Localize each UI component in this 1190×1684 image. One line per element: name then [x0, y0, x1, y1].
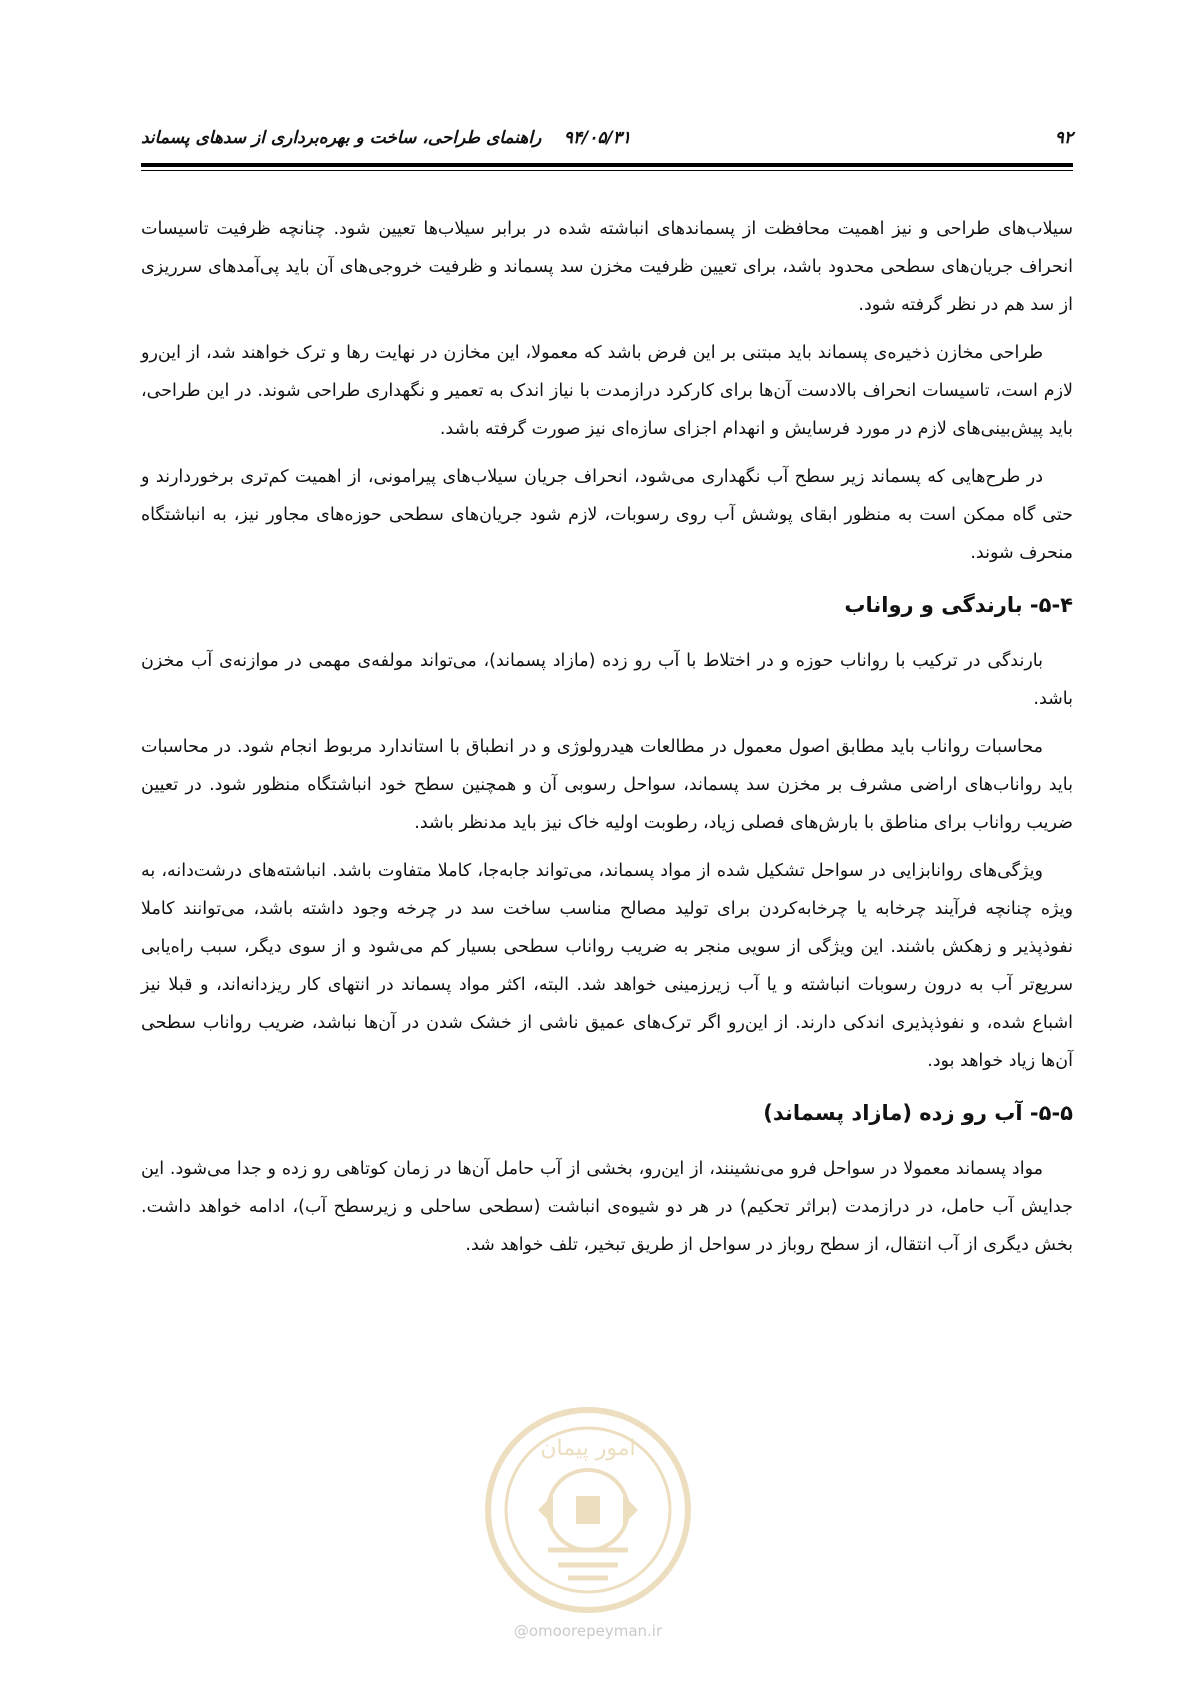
watermark-seal: [478, 1400, 698, 1650]
section-heading-supernatant: ۵-۵- آب رو زده (مازاد پسماند): [763, 1101, 1073, 1125]
paragraph: سیلاب‌های طراحی و نیز اهمیت محافظت از پسماندهای انباشته شده در برابر سیلاب‌ها تعیین شود. چنانچه ظرفیت تاسیسات انحراف جریان‌های سطحی محدود باشد، برای تعیین ظرفیت مخزن سد پسماند و ظرفیت خروجی‌های آن باید پی‌آمدهای سرریزی از سد هم در نظر گرفته شود.: [141, 219, 1073, 315]
paragraph: مواد پسماند معمولا در سواحل فرو می‌نشینند، از این‌رو، بخشی از آب حامل آن‌ها در زمان کوتاهی رو زده و جدا می‌شود. این جدایش آب حامل، در درازمدت (براثر تحکیم) در هر دو شیوه‌ی انباشت (سطحی ساحلی و زیرسطح آب)، ادامه خواهد داشت. بخش دیگری از آب انتقال، از سطح روباز در سواحل از طریق تبخیر، تلف خواهد شد.: [141, 1159, 1073, 1255]
paragraph: بارندگی در ترکیب با رواناب حوزه و در اختلاط با آب رو زده (مازاد پسماند)، می‌تواند مولفه‌ی مهمی در موازنه‌ی آب مخزن باشد.: [141, 651, 1073, 709]
header-date: ۹۴/۰۵/۳۱: [563, 128, 631, 148]
watermark-site: @omoorepeyman.ir: [513, 1622, 663, 1640]
page-number: ۹۲: [1054, 128, 1073, 148]
page-header: [141, 128, 1073, 154]
section-heading-rainfall: ۵-۴- بارندگی و رواناب: [844, 593, 1073, 617]
paragraph: محاسبات رواناب باید مطابق اصول معمول در مطالعات هیدرولوژی و در انطباق با استاندارد مربوط انجام شود. در محاسبات باید رواناب‌های اراضی مشرف بر مخزن سد پسماند، سواحل رسوبی آن و همچنین سطح خود انباشتگاه منظور شود. در تعیین ضریب رواناب برای مناطق با بارش‌های فصلی زیاد، رطوبت اولیه خاک نیز باید مدنظر باشد.: [141, 737, 1073, 833]
header-rule-thin: [141, 170, 1073, 171]
header-title: راهنمای طراحی، ساخت و بهره‌برداری از سدهای پسماند: [141, 128, 542, 148]
page-content: [141, 210, 1073, 1274]
seal-icon: [478, 1400, 698, 1620]
paragraph: ویژگی‌های روانابزایی در سواحل تشکیل شده از مواد پسماند، می‌تواند جابه‌جا، کاملا متفاوت باشد. انباشته‌های درشت‌دانه، به ویژه چنانچه فرآیند چرخابه یا چرخابه‌کردن برای تولید مصالح مناسب ساخت سد در چرخه وجود داشته باشد، می‌توانند کاملا نفوذپذیر و زهکش باشند. این ویژگی از سویی منجر به ضریب رواناب سطحی بسیار کم می‌شود و از سوی دیگر، سبب راه‌یابی سریع‌تر آب به درون رسوبات انباشته و یا آب زیرزمینی خواهد شد. البته، اکثر مواد پسماند در انتهای کار ریزدانه‌اند، و قبلا نیز اشباع شده، و نفوذپذیری اندکی دارند. از این‌رو اگر ترک‌های عمیق ناشی از خشک شدن در آن‌ها نباشد، ضریب رواناب سطحی آن‌ها زیاد خواهد بود.: [141, 861, 1073, 1071]
paragraph: طراحی مخازن ذخیره‌ی پسماند باید مبتنی بر این فرض باشد که معمولا، این مخازن در نهایت رها و ترک خواهند شد، از این‌رو لازم است، تاسیسات انحراف بالادست آن‌ها برای کارکرد درازمدت با نیاز اندک به تعمیر و نگهداری طراحی شوند. در این طراحی، باید پیش‌بینی‌های لازم در مورد فرسایش و انهدام اجزای سازه‌ای نیز صورت گرفته باشد.: [141, 343, 1073, 439]
seal-text: امور پیمان: [540, 1436, 636, 1461]
paragraph: در طرح‌هایی که پسماند زیر سطح آب نگهداری می‌شود، انحراف جریان سیلاب‌های پیرامونی، از اهمیت کم‌تری برخوردارند و حتی گاه ممکن است به منظور ابقای پوشش آب روی رسوبات، لازم شود جریان‌های سطحی حوزه‌های مجاور نیز، به انباشتگاه منحرف شوند.: [141, 467, 1073, 563]
header-rule-thick: [141, 163, 1073, 167]
